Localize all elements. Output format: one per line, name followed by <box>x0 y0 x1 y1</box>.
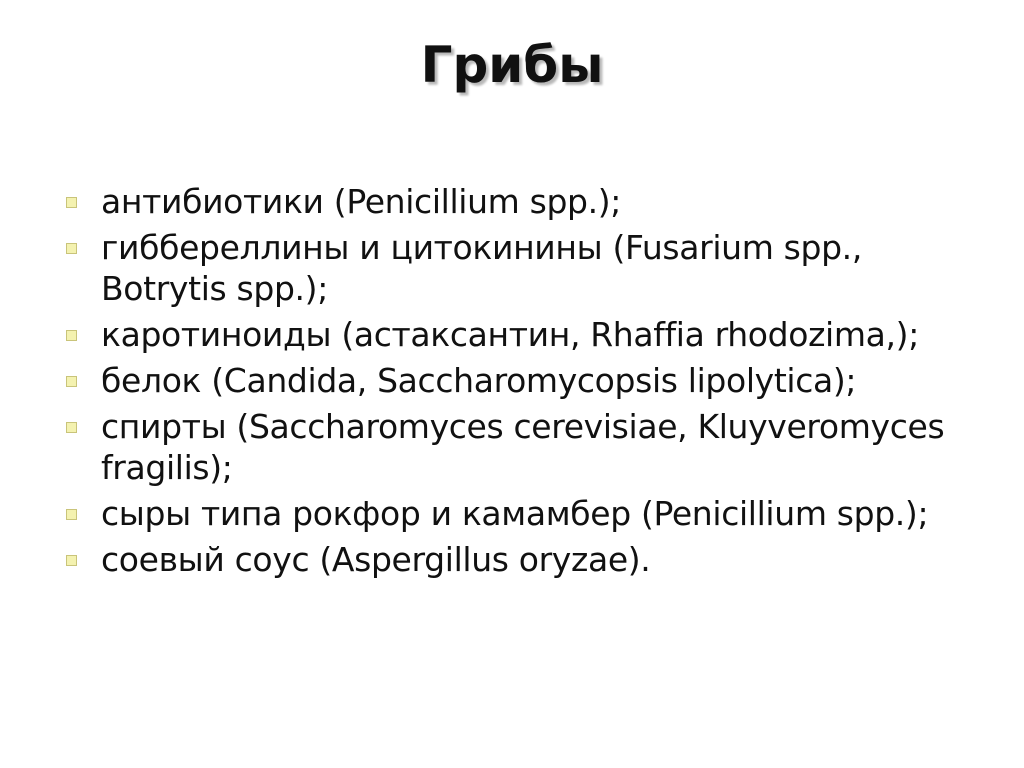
bullet-item <box>66 539 966 580</box>
square-bullet-icon <box>66 509 77 520</box>
square-bullet-icon <box>66 330 77 341</box>
bullet-text: антибиотики (Penicillium spp.); <box>101 182 622 221</box>
bullet-item <box>66 314 966 355</box>
bullet-text: каротиноиды (астаксантин, Rhaffia rhodozima,); <box>101 315 919 354</box>
square-bullet-icon <box>66 422 77 433</box>
bullet-text: белок (Candida, Saccharomycopsis lipolytica); <box>101 361 857 400</box>
square-bullet-icon <box>66 555 77 566</box>
slide-title: Грибы <box>420 36 604 94</box>
bullet-text: спирты (Saccharomyces cerevisiae, Kluyveromyces fragilis); <box>101 407 945 487</box>
bullet-text: соевый соус (Aspergillus oryzae). <box>101 540 651 579</box>
square-bullet-icon <box>66 243 77 254</box>
bullet-item <box>66 493 966 534</box>
bullet-item <box>66 360 966 401</box>
square-bullet-icon <box>66 197 77 208</box>
bullet-item <box>66 227 966 309</box>
bullet-list <box>66 181 966 585</box>
bullet-text: сыры типа рокфор и камамбер (Penicillium spp.); <box>101 494 929 533</box>
square-bullet-icon <box>66 376 77 387</box>
bullet-item <box>66 181 966 222</box>
bullet-item <box>66 406 966 488</box>
bullet-text: гиббереллины и цитокинины (Fusarium spp., Botrytis spp.); <box>101 228 862 308</box>
